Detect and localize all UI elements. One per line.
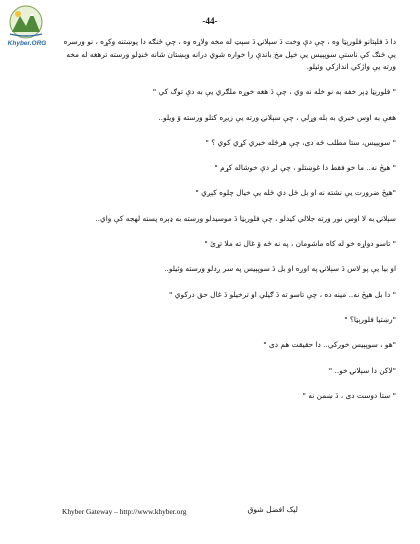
footer-author: لیک افضل شوق xyxy=(247,505,298,514)
paragraph: " سوپېيس، ستا مطلب څه دی، چې هرڅله خبري کړي کوي ؟ " xyxy=(205,137,396,147)
paragraph: او بيا يې پو لاس دَ سېلانۍ په اوږه او بل دَ سوپېيس په سر ږدلو ورسته وئيلو.. xyxy=(164,264,396,274)
page-number: -44- xyxy=(202,16,218,26)
paragraph: "هو ، سوپېيس خوركي.. دا حقيقت هم دی " xyxy=(263,340,396,350)
body-text xyxy=(62,36,396,415)
paragraph: " ستا دوست دی ، دَ ښمن نه " xyxy=(302,390,396,400)
paragraph: "رښتيا فلورېټا؟ " xyxy=(344,314,396,324)
logo-caption: Khyber.ORG xyxy=(7,40,47,47)
paragraph: "هيڅ ضرورت يې نشته نه او بل ځل دي ځله يې خيال چلوه کېږي " xyxy=(195,188,396,198)
footer-website: Khyber Gateway – http://www.khyber.org xyxy=(62,507,187,516)
paragraph: " تاسو دواړه خو له کاه ماشومان ، په نه څه وَ غال ته ملا تړئ " xyxy=(204,239,396,249)
paragraph: " هيڅ نه.. ما خو فقط دا غوښتلو ، چې لږ دې خوشاله کړم " xyxy=(214,163,396,173)
paragraph: "لاکن دا سېلانۍ خو.. " xyxy=(328,365,396,375)
paragraph: هغې به اوس خبري به بله وړلي ، چې سېلانۍ ورته يې زيږه کتلو ورسته وَ ويلو.. xyxy=(158,112,396,122)
paragraph: دا دَ فلېتانو فلورېټا وه ، چې دې وخت دَ سېلانۍ دَ سېټ له مخه ولاړه وه ، چې ځنګه دا پوښتنه وکړه ، نو ورسره يې ځنګ کې ناستې سوپېيس يې خپل مخ باندې را خواره شوي درانه وېښتان شانه ځنډلو ورسته ترهغه له مخه ورته يې واژکي اندازکي وئيلو. xyxy=(63,37,396,71)
paragraph: سېلانۍ به لا اوس نور ورته جلالي کيدلو ، چې فلورېټا دَ موسيدلو ورسته به ډېره پسته لهجه کې واي.. xyxy=(95,213,396,223)
paragraph: " فلورېټا ډېر خفه به نو خله نه وي ، چې دَ هغه خوړه ملګري يې به دې توګ کي " xyxy=(152,87,396,97)
paragraph: " دا بل هيڅ نه.. مينه ده ، چې تاسو ته دَ ګيلي او ترخيلو دَ غال حق درکوي " xyxy=(168,289,396,299)
